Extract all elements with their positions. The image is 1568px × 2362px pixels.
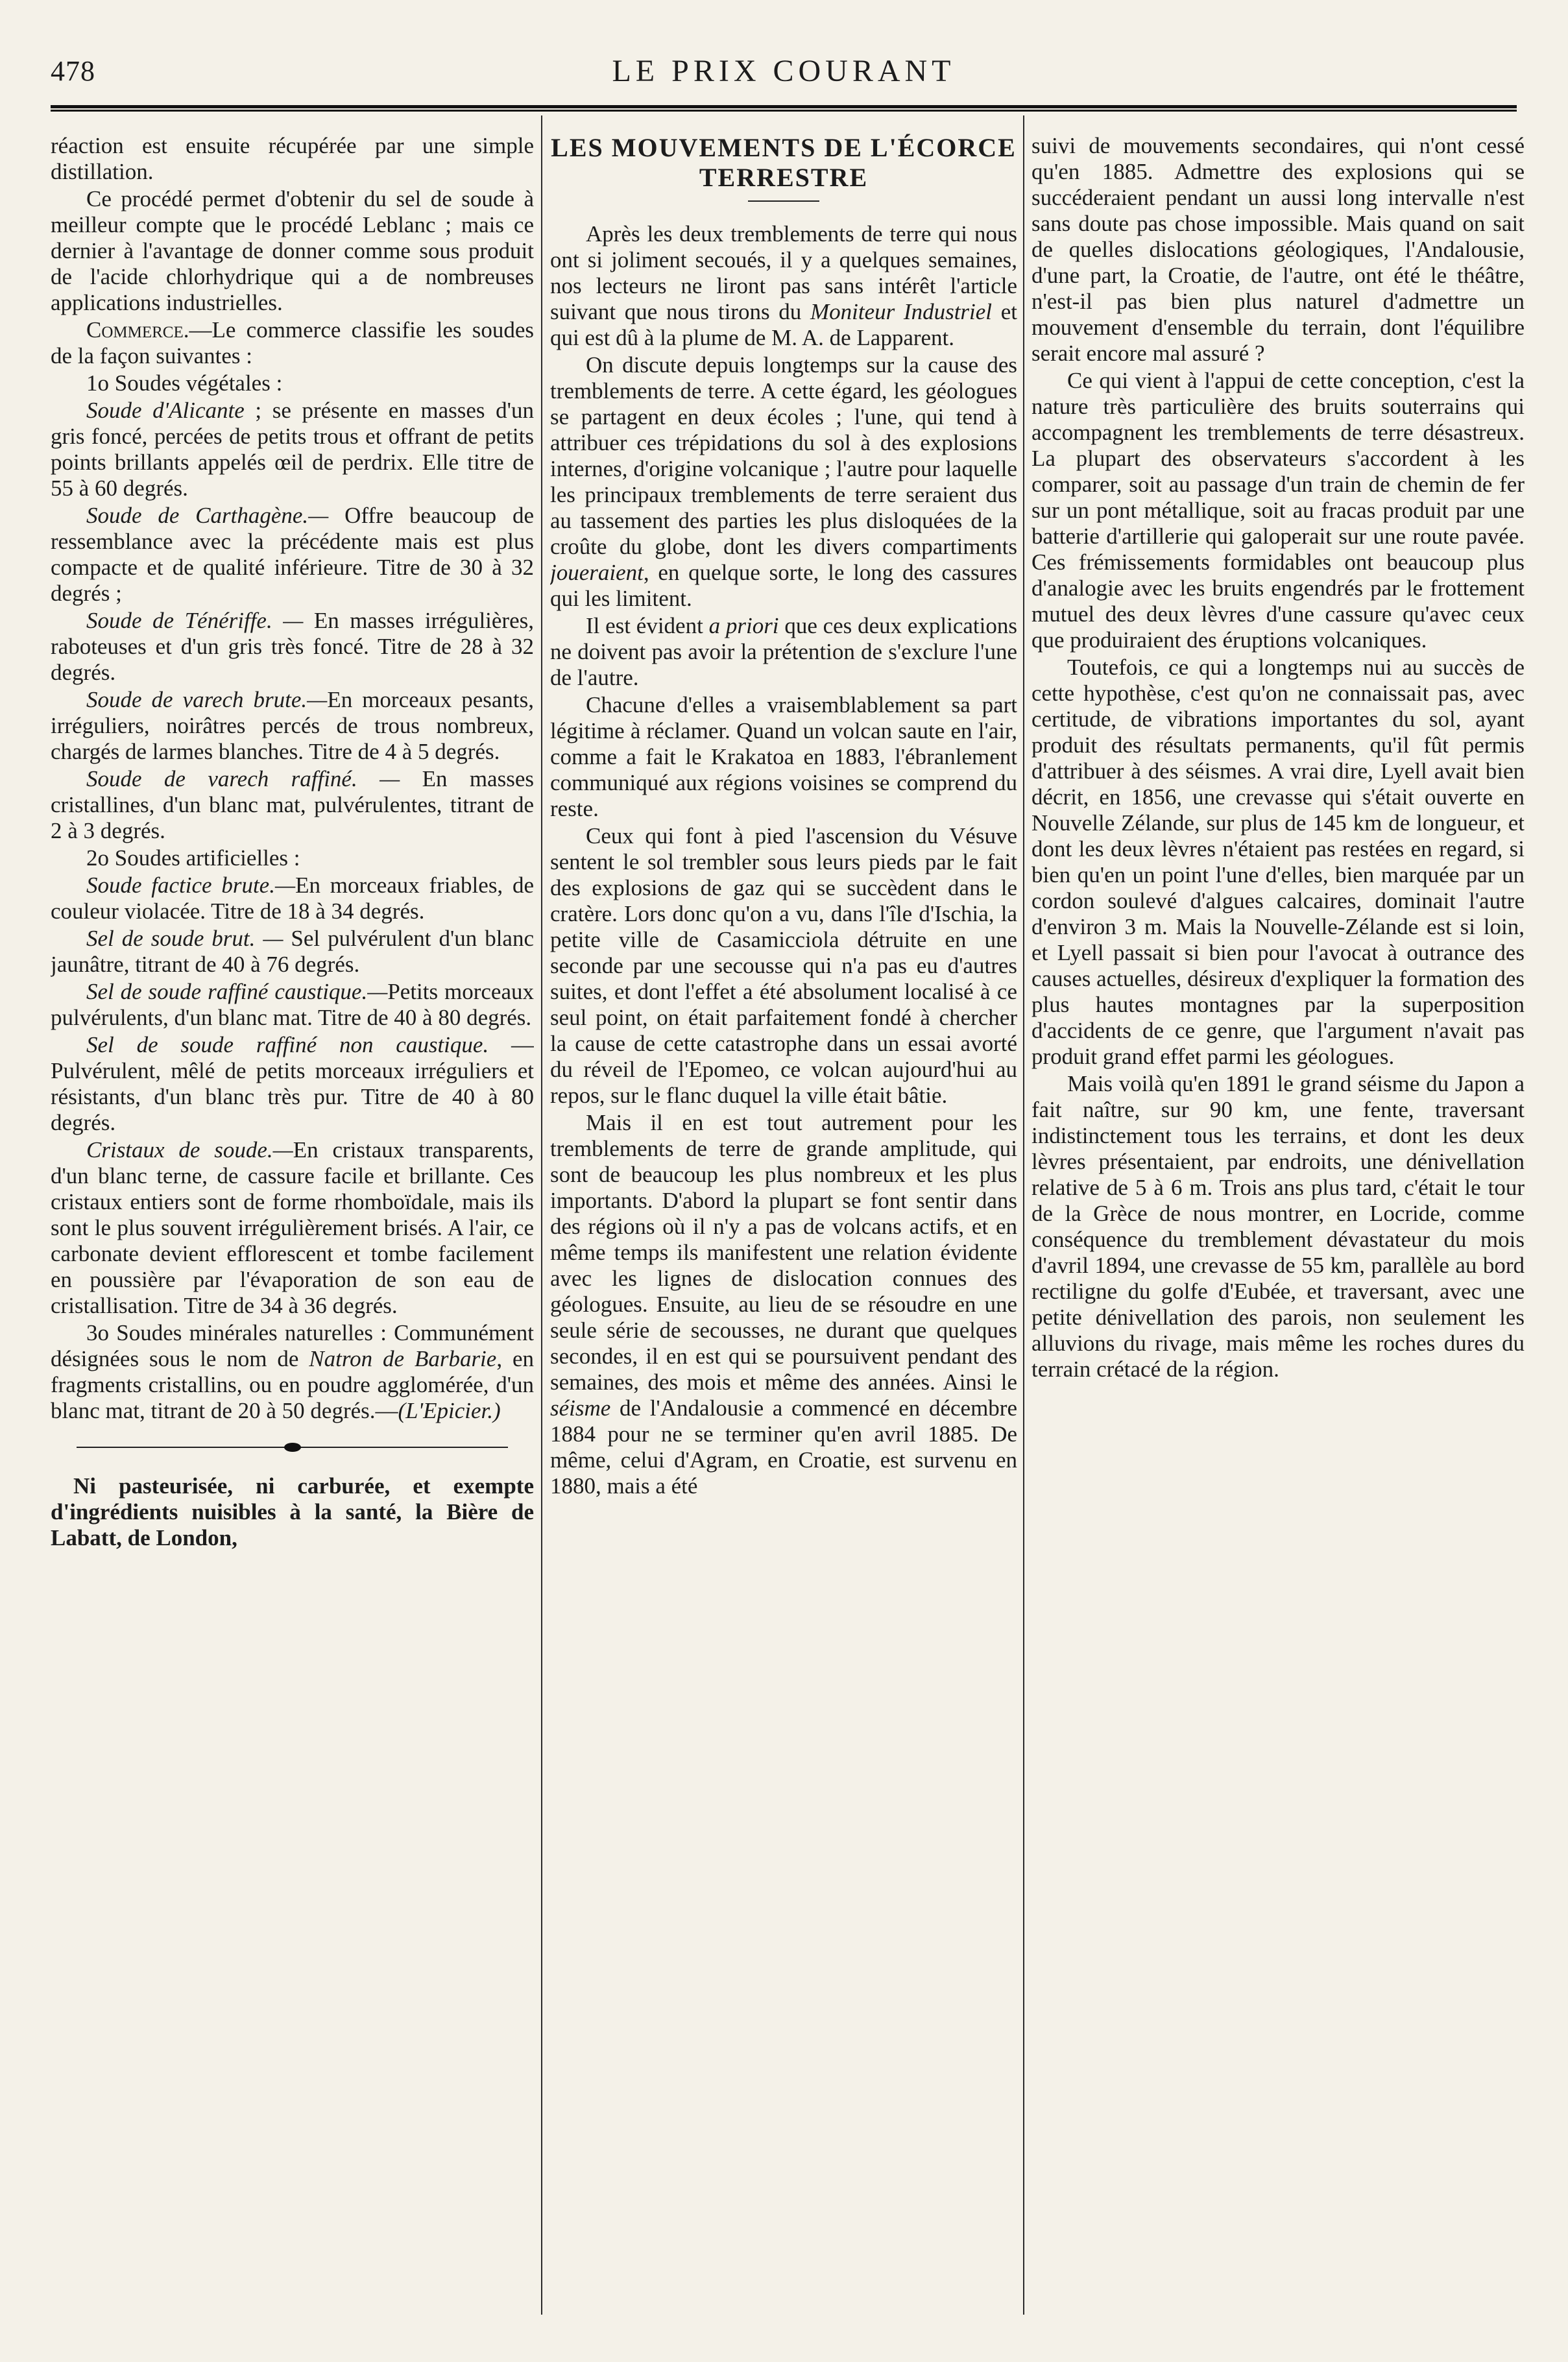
paragraph <box>550 1110 1017 1499</box>
paragraph-text: En morceaux pesants, irréguliers, noirâtres percés de trous nombreux, chargés de larmes blanches. Titre de 4 à 5 degrés. <box>51 687 534 764</box>
paragraph <box>51 1320 534 1424</box>
paragraph-text: Sel pulvérulent d'un blanc jaunâtre, titrant de 40 à 76 degrés. <box>51 926 534 977</box>
paragraph <box>51 1137 534 1319</box>
paragraph-text: et qui est dû à la plume de M. A. de Lapparent. <box>550 299 1017 350</box>
page-header <box>51 51 1517 96</box>
paragraph-text: Toutefois, ce qui a longtemps nui au succès de cette hypothèse, c'est qu'on ne connaissait pas, avec certitude, de vibrations importantes du sol, ayant produit des résultats permanents, qu'il fût permis d'attribuer à des séismes. A vrai dire, Lyell avait bien décrit, en 1856, une crevasse qui s'était ouverte en Nouvelle Zélande, sur plus de 145 km de longueur, et dont les deux lèvres n'étaient pas restées en regard, si bien qu'en un point l'une d'elles, bien marquée par un cordon soulevé d'algues calcaires, dominait l'autre d'environ 3 m. Mais la Nouvelle-Zélande est si loin, et Lyell passait si bien pour l'avocat à outrance des causes actuelles, désireux d'expliquer la formation des plus hautes montagnes par la superposition d'accidents de ce genre, que l'argument n'avait pas produit grand effet parmi les géologues. <box>1031 655 1525 1069</box>
paragraph <box>1031 368 1525 653</box>
header-rule <box>51 105 1517 112</box>
italic-word: séisme <box>550 1395 611 1421</box>
title-rule <box>748 200 819 202</box>
paragraph-text: En masses cristallines, d'un blanc mat, pulvérulentes, titrant de 2 à 3 degrés. <box>51 766 534 843</box>
column-middle <box>550 133 1017 2313</box>
item-label: Natron de Barbarie <box>309 1346 497 1371</box>
paragraph-text: Ceux qui font à pied l'ascension du Vésuve sentent le sol trembler sous leurs pieds par le fait des explosions de gaz qui se succèdent dans le cratère. Lors donc qu'on a vu, dans l'île d'Ischia, la petite ville de Casamicciola détruite en une seconde par une secousse qui n'a pas eu d'autres suites, et dont l'effet a été absolument localisé à ce seul point, on était parfaitement fondé à chercher la cause de cette catastrophe dans un essai avorté du réveil de l'Epomeo, ce volcan aujourd'hui au repos, sur le flanc duquel la ville était bâtie. <box>550 823 1017 1108</box>
paragraph <box>550 692 1017 822</box>
paragraph-text: En morceaux friables, de couleur violacée. Titre de 18 à 34 degrés. <box>51 873 534 924</box>
paragraph <box>51 370 534 396</box>
paragraph-text: Ce procédé permet d'obtenir du sel de soude à meilleur compte que le procédé Leblanc ; mais ce dernier à l'avantage de donner comme sous produit de l'acide chlorhydrique qui a de nombreuses applications industrielles. <box>51 186 534 315</box>
paragraph-text: Mais il en est tout autrement pour les tremblements de terre de grande amplitude, qui sont de beaucoup les plus nombreux et les plus importants. D'abord la plupart se font sentir dans des régions où il n'y a pas de volcans actifs, et en même temps ils manifestent une relation évidente avec les lignes de dislocation connues des géologues. Ensuite, au lieu de se résoudre en une seule série de secousses, ne durant que quelques secondes, il en est qui se poursuivent pendant des semaines, des mois et même des années. Ainsi le <box>550 1110 1017 1395</box>
paragraph-text: , en fragments cristallins, ou en poudre agglomérée, d'un blanc mat, titrant de 20 à 50 degrés.— <box>51 1346 534 1423</box>
paragraph-text: Mais voilà qu'en 1891 le grand séisme du Japon a fait naître, sur 90 km, une fente, traversant indistinctement tous les terrains, et dont les deux lèvres présentaient, par endroits, une dénivellation relative de 5 à 6 m. Trois ans plus tard, c'était le tour de la Grèce de nous montrer, en Locride, comme conséquence du tremblement dévastateur du mois d'avril 1894, une crevasse de 55 km, parallèle au bord rectiligne du golfe d'Eubée, et traversant, avec une petite dénivellation des parois, non seulement les alluvions du rivage, mais même les roches dures du terrain crétacé de la région. <box>1031 1071 1525 1382</box>
ornament-divider <box>77 1441 508 1454</box>
paragraph-text: ; se présente en masses d'un gris foncé, percées de petits trous et offrant de petits points brillants appelés œil de perdrix. Elle titre de 55 à 60 degrés. <box>51 398 534 501</box>
item-label: Sel de soude brut. — <box>86 926 283 951</box>
item-label: Soude factice brute.— <box>86 873 296 898</box>
paragraph-text: réaction est ensuite récupérée par une simple distillation. <box>51 133 534 184</box>
paragraph <box>51 317 534 369</box>
paragraph-text: de l'Andalousie a commencé en décembre 1884 pour ne se terminer qu'en avril 1885. De même, celui d'Agram, en Croatie, est survenu en 1880, mais a été <box>550 1395 1017 1499</box>
paragraph-text: 3o Soudes minérales naturelles : Communément désignées sous le nom de <box>51 1320 534 1371</box>
item-label: Soude de varech brute.— <box>86 687 328 712</box>
item-label: Soude de varech raffiné. — <box>86 766 400 791</box>
paragraph <box>550 823 1017 1109</box>
paragraph <box>51 503 534 607</box>
paragraph <box>51 186 534 316</box>
paragraph <box>550 613 1017 691</box>
ornament-dot <box>284 1443 301 1452</box>
paragraph <box>51 398 534 501</box>
paragraph-text: suivi de mouvements secondaires, qui n'ont cessé qu'en 1885. Admettre des explosions qui se succéderaient pendant un aussi long intervalle n'est sans doute pas chose impossible. Mais quand on sait de quelles dislocations géologiques, l'Andalousie, d'une part, la Croatie, de l'autre, ont été le théâtre, n'est-il pas bien plus naturel d'admettre un mouvement d'ensemble du terrain, dont l'équilibre serait encore mal assuré ? <box>1031 133 1525 366</box>
publication-name: Moniteur Industriel <box>810 299 993 324</box>
paragraph <box>51 608 534 686</box>
paragraph-text: Ce qui vient à l'appui de cette conception, c'est la nature très particulière des bruits souterrains qui accompagnent les tremblements de terre désastreux. La plupart des observateurs s'accordent à les comparer, soit au passage d'un train de chemin de fer sur un pont métallique, soit au fracas produit par une batterie d'artillerie qui galoperait sur une route pavée. Ces frémissements formidables ont beaucoup plus d'analogie avec les bruits engendrés par le frottement mutuel des deux lèvres d'une cassure qu'avec ceux que produiraient des éruptions volcaniques. <box>1031 368 1525 653</box>
paragraph <box>1031 133 1525 367</box>
paragraph-text: , en quelque sorte, le long des cassures qui les limitent. <box>550 560 1017 611</box>
paragraph-text: Il est évident <box>586 613 709 638</box>
paragraph-text: En cristaux transparents, d'un blanc terne, de cassure facile et brillante. Ces cristaux entiers sont de forme rhomboïdale, mais ils sont le plus souvent irrégulièrement brisés. A l'air, ce carbonate devient efflorescent et tombe facilement en poussière par l'évaporation de son eau de cristallisation. Titre de 34 à 36 degrés. <box>51 1137 534 1318</box>
column-divider <box>541 115 542 2315</box>
subheading: 2o Soudes artificielles : <box>86 845 300 871</box>
paragraph <box>51 926 534 978</box>
paragraph-text: On discute depuis longtemps sur la cause des tremblements de terre. A cette égard, les géologues se partagent en deux écoles ; l'une, qui tend à attribuer ces trépidations du sol à des explosions internes, d'origine volcanique ; l'autre pour laquelle les principaux tremblements de terre seraient dus au tassement des parties les plus disloquées de la croûte du globe, dont les divers compartiments <box>550 352 1017 559</box>
subheading: 1o Soudes végétales : <box>86 370 283 396</box>
item-label: Sel de soude raffiné caustique.— <box>86 979 388 1004</box>
paragraph <box>51 766 534 844</box>
paragraph-text: Le commerce classifie les soudes de la façon suivantes : <box>51 317 534 368</box>
paragraph-text: —Pulvérulent, mêlé de petits morceaux irréguliers et résistants, d'un blanc très pur. Titre de 40 à 80 degrés. <box>51 1032 534 1135</box>
item-label: Soude d'Alicante <box>86 398 245 423</box>
paragraph-text: que ces deux explications ne doivent pas avoir la prétention de s'exclure l'une de l'autre. <box>550 613 1017 690</box>
italic-word: a priori <box>708 613 779 638</box>
article-title: LES MOUVEMENTS DE L'ÉCORCE TERRESTRE <box>551 133 1017 192</box>
paragraph <box>51 1032 534 1136</box>
column-divider <box>1023 115 1024 2315</box>
paragraph-text: Après les deux tremblements de terre qui nous ont si joliment secoués, il y a quelques semaines, nos lecteurs ne liront pas sans intérêt l'article suivant que nous tirons du <box>550 221 1017 324</box>
column-right <box>1031 133 1525 2313</box>
source-citation: (L'Epicier.) <box>398 1398 501 1423</box>
paragraph-text: Chacune d'elles a vraisemblablement sa part légitime à réclamer. Quand un volcan saute en l'air, comme a fait le Krakatoa en 1883, l'ébranlement communiqué aux régions voisines se comprend du reste. <box>550 692 1017 821</box>
paragraph <box>51 687 534 765</box>
section-label: Commerce. <box>86 317 189 343</box>
paragraph <box>51 873 534 924</box>
paragraph <box>51 133 534 185</box>
paragraph-text: Ni pasteurisée, ni carburée, et exempte d'ingrédients nuisibles à la santé, la Bière de Labatt, de London, <box>51 1473 534 1550</box>
item-label: Soude de Carthagène.— <box>86 503 329 528</box>
paragraph-text: En masses irrégulières, raboteuses et d'un gris très foncé. Titre de 28 à 32 degrés. <box>51 608 534 685</box>
page-number: 478 <box>51 55 95 87</box>
paragraph-text: Offre beaucoup de ressemblance avec la précédente mais est plus compacte et de qualité inférieure. Titre de 30 à 32 degrés ; <box>51 503 534 606</box>
paragraph <box>550 352 1017 612</box>
paragraph <box>550 221 1017 351</box>
item-label: Soude de Ténériffe. — <box>86 608 304 633</box>
dash: — <box>189 317 212 343</box>
paragraph-text: Petits morceaux pulvérulents, d'un blanc mat. Titre de 40 à 80 degrés. <box>51 979 534 1030</box>
paragraph <box>1031 655 1525 1070</box>
advertisement-notice <box>51 1473 534 1551</box>
item-label: Sel de soude raffiné non caustique. <box>86 1032 489 1057</box>
item-label: Cristaux de soude.— <box>86 1137 293 1163</box>
column-left <box>51 133 534 2313</box>
paragraph <box>1031 1071 1525 1382</box>
paragraph <box>51 845 534 871</box>
paragraph <box>51 979 534 1031</box>
page-title: LE PRIX COURANT <box>612 54 956 88</box>
italic-word: joueraient <box>550 560 644 585</box>
